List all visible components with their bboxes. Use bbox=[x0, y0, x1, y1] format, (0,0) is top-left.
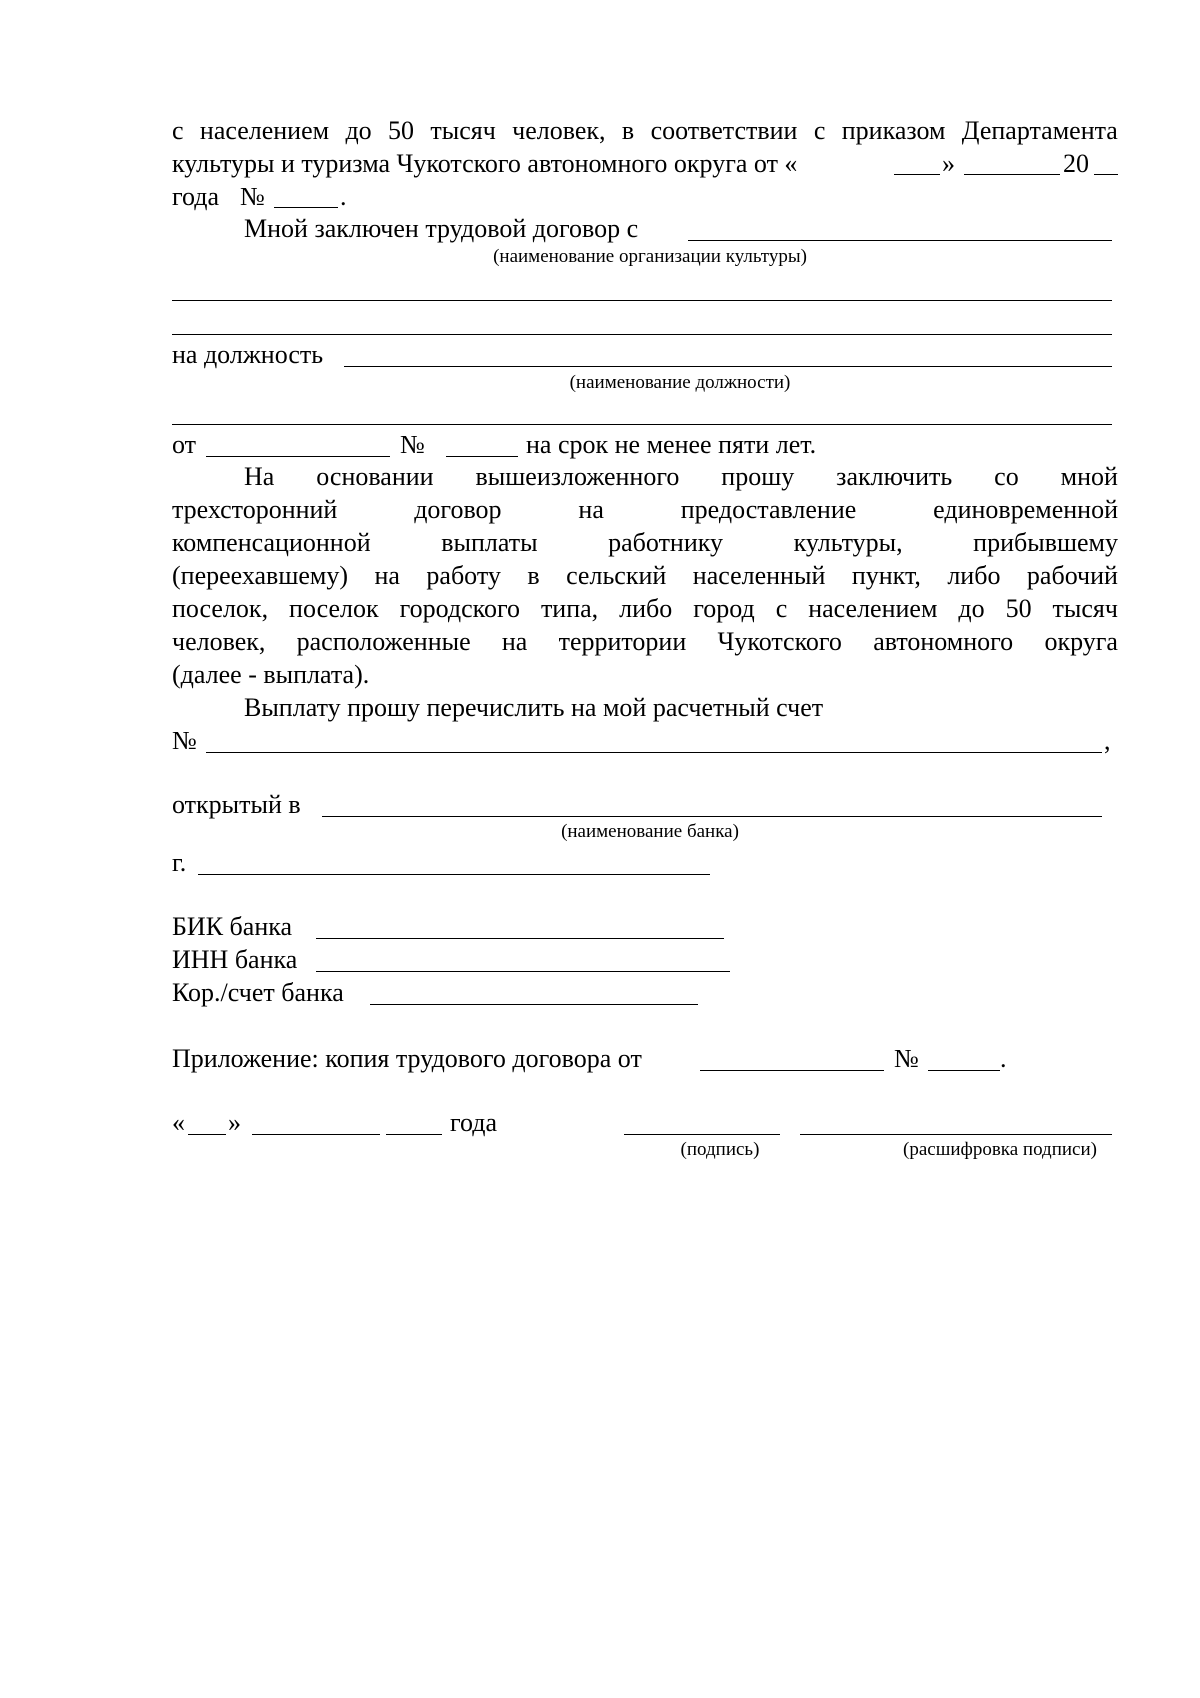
sign-date-quote-open: « bbox=[172, 1108, 185, 1137]
intro-line-2-text: культуры и туризма Чукотского автономного округа от « bbox=[172, 149, 798, 178]
city-blank[interactable] bbox=[198, 874, 710, 875]
organization-blank[interactable] bbox=[688, 240, 1112, 241]
intro-year-label: года bbox=[172, 182, 220, 211]
position-caption: (наименование должности) bbox=[569, 372, 791, 393]
request-word: либо bbox=[619, 594, 673, 623]
request-word: договор bbox=[414, 495, 502, 524]
account-number-label: № bbox=[172, 726, 197, 755]
request-line-6 bbox=[172, 627, 1118, 657]
request-word: основании bbox=[316, 462, 434, 491]
transfer-text: Выплату прошу перечислить на мой расчетный счет bbox=[244, 693, 824, 722]
contract-number-label: № bbox=[400, 430, 425, 459]
signature-blank[interactable] bbox=[624, 1134, 780, 1135]
organization-blank-3[interactable] bbox=[172, 334, 1112, 335]
intro-quote-close: » bbox=[942, 149, 955, 178]
signature-decode-caption: (расшифровка подписи) bbox=[903, 1139, 1097, 1160]
request-line-2 bbox=[172, 495, 1118, 525]
intro-line-1 bbox=[172, 116, 1118, 146]
request-word: городского bbox=[399, 594, 520, 623]
bank-name-blank[interactable] bbox=[322, 816, 1102, 817]
request-word: на bbox=[501, 627, 528, 656]
request-word: типа, bbox=[540, 594, 599, 623]
request-word: прошу bbox=[721, 462, 795, 491]
request-word: мной bbox=[1060, 462, 1118, 491]
order-day-blank[interactable] bbox=[894, 174, 940, 175]
organization-caption: (наименование организации культуры) bbox=[493, 246, 807, 267]
request-word: работнику bbox=[608, 528, 724, 557]
contract-term-text: на срок не менее пяти лет. bbox=[526, 430, 817, 459]
request-word: сельский bbox=[566, 561, 667, 590]
intro-word: в bbox=[621, 116, 635, 145]
account-comma: , bbox=[1104, 726, 1111, 755]
bik-blank[interactable] bbox=[316, 938, 724, 939]
request-word: На bbox=[244, 462, 275, 491]
attachment-date-blank[interactable] bbox=[700, 1070, 884, 1071]
sign-date-quote-close: » bbox=[228, 1108, 241, 1137]
city-label: г. bbox=[172, 848, 187, 877]
order-number-blank[interactable] bbox=[274, 207, 338, 208]
sign-month-blank[interactable] bbox=[252, 1134, 380, 1135]
intro-word: с bbox=[813, 116, 826, 145]
request-word: в bbox=[527, 561, 540, 590]
request-word: 50 bbox=[1005, 594, 1032, 623]
sign-year-label: года bbox=[450, 1108, 498, 1137]
attachment-number-label: № bbox=[894, 1044, 919, 1073]
position-blank[interactable] bbox=[344, 366, 1112, 367]
inn-blank[interactable] bbox=[316, 971, 730, 972]
request-word: автономного bbox=[873, 627, 1014, 656]
intro-word: человек, bbox=[512, 116, 606, 145]
bik-label: БИК банка bbox=[172, 912, 293, 941]
contract-from-label: от bbox=[172, 430, 197, 459]
position-blank-2[interactable] bbox=[172, 424, 1112, 425]
bank-name-caption: (наименование банка) bbox=[561, 821, 739, 842]
sign-year-blank[interactable] bbox=[386, 1134, 442, 1135]
request-word: округа bbox=[1044, 627, 1118, 656]
request-line-1 bbox=[244, 462, 1118, 492]
request-line-4 bbox=[172, 561, 1118, 591]
request-word: трехсторонний bbox=[172, 495, 338, 524]
bank-opened-label: открытый в bbox=[172, 790, 301, 819]
request-word: рабочий bbox=[1026, 561, 1118, 590]
request-word: культуры, bbox=[793, 528, 903, 557]
request-word: вышеизложенного bbox=[475, 462, 680, 491]
request-word: выплаты bbox=[441, 528, 538, 557]
request-word: прибывшему bbox=[973, 528, 1118, 557]
signature-caption: (подпись) bbox=[680, 1139, 760, 1160]
request-word: на bbox=[374, 561, 400, 590]
position-label: на должность bbox=[172, 340, 324, 369]
account-number-blank[interactable] bbox=[206, 752, 1102, 753]
request-word: населением bbox=[808, 594, 938, 623]
intro-number-label: № bbox=[240, 182, 265, 211]
request-word: до bbox=[958, 594, 985, 623]
request-word: заключить bbox=[836, 462, 953, 491]
intro-word: до bbox=[345, 116, 372, 145]
intro-word: с bbox=[172, 116, 184, 145]
attachment-number-blank[interactable] bbox=[928, 1070, 1000, 1071]
intro-word: приказом bbox=[841, 116, 946, 145]
request-word: пункт, bbox=[851, 561, 921, 590]
order-month-blank[interactable] bbox=[964, 174, 1060, 175]
request-word: тысяч bbox=[1052, 594, 1118, 623]
inn-label: ИНН банка bbox=[172, 945, 298, 974]
request-line-3 bbox=[172, 528, 1118, 558]
intro-word: соответствии bbox=[650, 116, 798, 145]
intro-word: населением bbox=[199, 116, 330, 145]
request-word: с bbox=[775, 594, 788, 623]
contract-label: Мной заключен трудовой договор с bbox=[244, 214, 639, 243]
intro-word: Департамента bbox=[961, 116, 1118, 145]
request-word: предоставление bbox=[680, 495, 857, 524]
intro-word: тысяч bbox=[430, 116, 496, 145]
request-word: на bbox=[578, 495, 604, 524]
request-word: (переехавшему) bbox=[172, 561, 348, 590]
request-word: поселок bbox=[289, 594, 379, 623]
attachment-label: Приложение: копия трудового договора от bbox=[172, 1044, 642, 1073]
contract-number-blank[interactable] bbox=[446, 456, 518, 457]
attachment-period: . bbox=[1000, 1044, 1007, 1073]
signature-decode-blank[interactable] bbox=[800, 1134, 1112, 1135]
kor-blank[interactable] bbox=[370, 1004, 698, 1005]
sign-day-blank[interactable] bbox=[188, 1134, 226, 1135]
request-word: человек, bbox=[172, 627, 266, 656]
contract-date-blank[interactable] bbox=[206, 456, 390, 457]
intro-year-prefix: 20 bbox=[1063, 149, 1089, 178]
request-word: поселок, bbox=[172, 594, 269, 623]
request-line-7: (далее - выплата). bbox=[172, 660, 370, 689]
organization-blank-2[interactable] bbox=[172, 300, 1112, 301]
request-word: работу bbox=[426, 561, 501, 590]
request-word: населенный bbox=[692, 561, 826, 590]
request-word: со bbox=[994, 462, 1019, 491]
intro-period: . bbox=[340, 182, 347, 211]
request-word: Чукотского bbox=[717, 627, 842, 656]
kor-label: Кор./счет банка bbox=[172, 978, 344, 1007]
request-word: единовременной bbox=[933, 495, 1118, 524]
request-word: город bbox=[693, 594, 755, 623]
request-word: расположенные bbox=[296, 627, 471, 656]
request-word: компенсационной bbox=[172, 528, 371, 557]
request-line-5 bbox=[172, 594, 1118, 624]
order-year-blank[interactable] bbox=[1094, 174, 1118, 175]
intro-word: 50 bbox=[388, 116, 415, 145]
request-word: либо bbox=[947, 561, 1001, 590]
request-word: территории bbox=[558, 627, 687, 656]
